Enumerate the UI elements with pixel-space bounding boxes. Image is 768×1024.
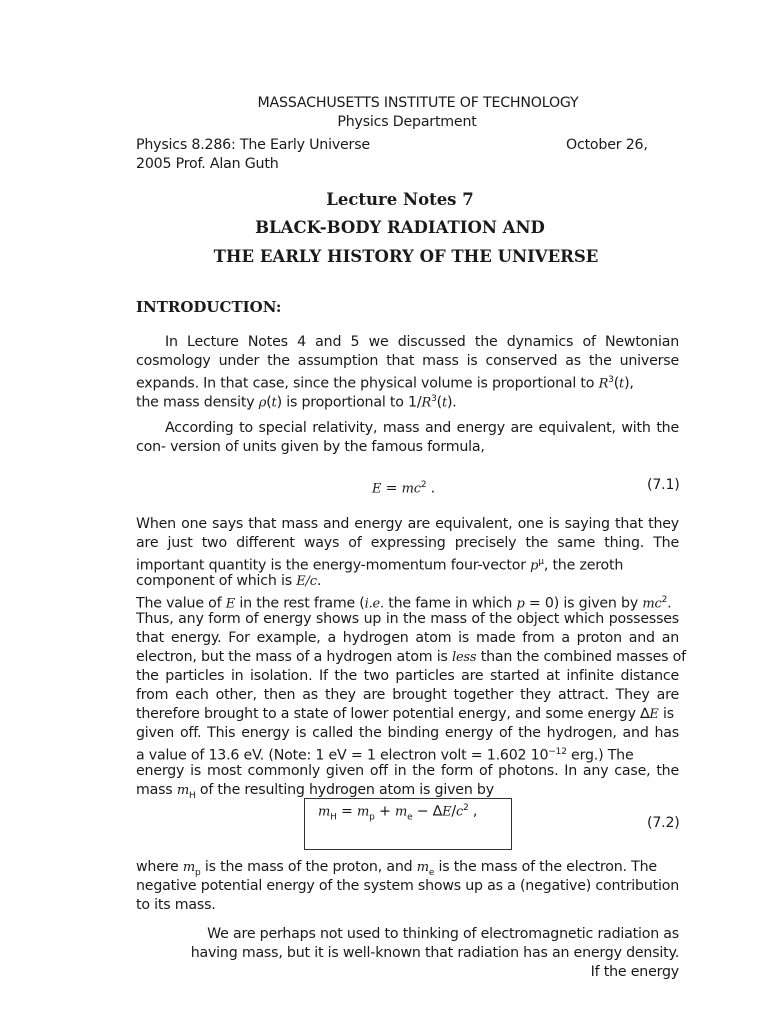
subscript: p (369, 812, 375, 823)
text-run: the fame in which (383, 595, 517, 612)
superscript: 2 (463, 803, 469, 813)
section-heading: INTRODUCTION: (136, 298, 282, 316)
para1-line: cosmology under the assumption that mass is conserved as the universe (136, 353, 679, 369)
math-symbol: t (271, 395, 277, 411)
text-run: a value of 13.6 eV. (Note: 1 eV = 1 electron volt = 1.602 10 (136, 747, 549, 764)
math-symbol: R (421, 395, 432, 411)
para3-line: are just two different ways of expressing precisely the same thing. The (136, 535, 679, 551)
text-run: in the rest frame ( (235, 595, 365, 612)
text-run: is (658, 706, 674, 722)
text-run: ( (613, 375, 620, 392)
text-run: ( (436, 394, 442, 411)
text-run: of the resulting hydrogen atom is given by (195, 782, 494, 798)
emphasis: less (451, 650, 477, 665)
text-run: component of which is (136, 573, 297, 589)
math-symbol: mc (642, 596, 662, 612)
math-symbol: t (619, 376, 625, 392)
text-run: . (426, 480, 435, 497)
department-heading: Physics Department (337, 114, 477, 130)
text-run: , (468, 803, 478, 820)
text-run: = (336, 803, 358, 820)
text-run: − (412, 803, 433, 820)
text-run: is the mass of the proton, and (200, 859, 417, 875)
math-symbol: ρ (258, 395, 267, 411)
subscript: H (330, 812, 337, 823)
text-run: erg.) The (566, 747, 634, 764)
para4-line: to its mass. (136, 897, 216, 913)
subscript: e (428, 867, 435, 878)
para3-line: When one says that mass and energy are equivalent, one is saying that they (136, 516, 679, 532)
math-symbol: m (176, 783, 189, 798)
math-symbol: m (416, 860, 429, 875)
text-run: is the mass of the electron. The (434, 859, 657, 875)
equation-7-1-label: (7.1) (647, 477, 680, 493)
text-run: where (136, 859, 183, 875)
para3-line: given off. This energy is called the binding energy of the hydrogen, and has (136, 725, 679, 741)
text-run: . (316, 573, 322, 589)
institution-heading: MASSACHUSETTS INSTITUTE OF TECHNOLOGY (257, 95, 579, 111)
superscript: μ (538, 557, 544, 567)
text-run: ), (624, 375, 634, 392)
course-title: Physics 8.286: The Early Universe (136, 137, 370, 153)
math-symbol: E/c (296, 574, 317, 589)
superscript: 3 (431, 394, 437, 404)
text-run: than the combined masses of (476, 649, 686, 665)
para1-line: In Lecture Notes 4 and 5 we discussed the dynamics of Newtonian (165, 334, 679, 350)
para5-line: We are perhaps not used to thinking of electromagnetic radiation as (207, 926, 679, 942)
text-run: The value of (136, 595, 226, 612)
math-symbol: t (441, 395, 447, 411)
math-symbol: i.e. (364, 596, 384, 612)
text-run: ( (266, 394, 272, 411)
math-symbol: R (598, 376, 609, 392)
para2-line: According to special relativity, mass and energy are equivalent, with the (165, 420, 679, 436)
course-line (136, 136, 679, 155)
text-run: ∆ (640, 706, 650, 722)
text-run: = (381, 480, 402, 497)
para3-line: that energy. For example, a hydrogen atom is made from a proton and an (136, 630, 679, 646)
superscript: 2 (420, 480, 427, 490)
math-symbol: m (395, 804, 408, 820)
text-run: the mass density (136, 394, 259, 411)
text-run: ) is proportional to 1/ (276, 394, 422, 411)
math-symbol: mc (401, 481, 421, 497)
para3-line: the particles in isolation. If the two particles are started at infinite distance (136, 668, 679, 684)
title-line-2: THE EARLY HISTORY OF THE UNIVERSE (213, 247, 599, 266)
superscript: 2 (661, 595, 668, 605)
title-line-1: BLACK-BODY RADIATION AND (255, 218, 545, 237)
para3-line (136, 572, 679, 591)
math-symbol: E (649, 707, 659, 722)
subscript: p (195, 867, 201, 878)
math-symbol: c (455, 804, 464, 820)
math-symbol: E (442, 804, 452, 820)
para5-line: having mass, but it is well-known that radiation has an energy density. (190, 945, 679, 961)
math-symbol: m (357, 804, 370, 820)
text-run: , the zeroth (543, 557, 624, 574)
course-line-2: 2005 Prof. Alan Guth (136, 156, 279, 172)
equation-7-2-label: (7.2) (647, 815, 680, 831)
equation-7-1 (372, 476, 435, 499)
text-run: . (667, 595, 672, 612)
para1-line (136, 390, 679, 413)
text-run: = 0) is given by (524, 595, 643, 612)
para3-line (136, 705, 679, 724)
para3-line (136, 648, 686, 667)
text-run: important quantity is the energy-momentum four-vector (136, 557, 531, 574)
text-run: ∆ (432, 803, 443, 820)
superscript: 3 (608, 375, 614, 385)
math-symbol: m (182, 860, 196, 875)
para3-line: from each other, then as they are brought together they attract. They are (136, 687, 679, 703)
text-run: + (374, 803, 395, 820)
text-run: mass (136, 782, 177, 798)
math-symbol: m (318, 804, 331, 820)
para3-line: Thus, any form of energy shows up in the mass of the object which possesses (136, 611, 679, 627)
para2-line: con- version of units given by the famous formula, (136, 439, 485, 455)
subscript: H (188, 790, 196, 801)
para3-line: energy is most commonly given off in the form of photons. In any case, the (136, 763, 679, 779)
para5-line: If the energy (590, 964, 679, 980)
superscript: −12 (548, 747, 567, 757)
math-symbol: p (530, 558, 539, 574)
subscript: e (407, 812, 413, 823)
math-symbol: p (516, 596, 525, 612)
para4-line: negative potential energy of the system shows up as a (negative) contribution (136, 878, 679, 894)
lecture-number: Lecture Notes 7 (326, 190, 474, 209)
equation-7-2 (318, 799, 477, 828)
text-run: expands. In that case, since the physical volume is proportional to (136, 375, 599, 392)
text-run: therefore brought to a state of lower potential energy, and some energy (136, 706, 641, 722)
text-run: / (451, 803, 456, 820)
text-run: electron, but the mass of a hydrogen atom is (136, 649, 452, 665)
text-run: ). (446, 394, 457, 411)
math-symbol: E (372, 481, 382, 497)
course-date: October 26, (566, 137, 648, 153)
math-symbol: E (225, 596, 236, 612)
